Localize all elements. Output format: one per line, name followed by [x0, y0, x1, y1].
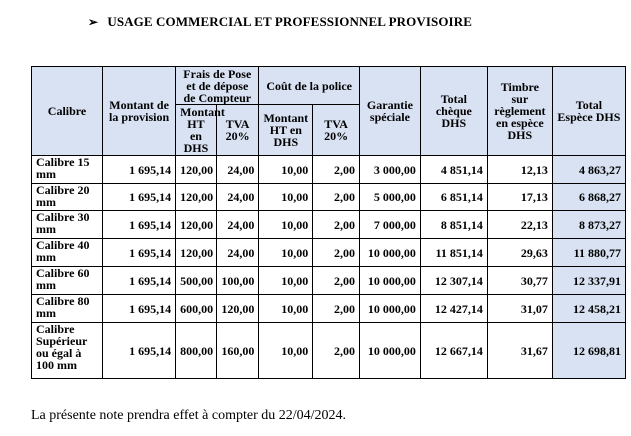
calibre-cell: Calibre 30 mm [32, 211, 103, 239]
table-row [32, 323, 626, 379]
tariff-table [31, 66, 626, 379]
police-ht-cell: 10,00 [259, 295, 313, 323]
frais-ht-cell: 120,00 [176, 239, 217, 267]
provision-cell: 1 695,14 [103, 211, 176, 239]
garantie-cell: 10 000,00 [359, 295, 420, 323]
frais-ht-cell: 800,00 [176, 323, 217, 379]
header-calibre: Calibre [32, 67, 103, 156]
header-frais-pose: Frais de Pose et de dépose de Compteur [176, 67, 259, 105]
section-title: USAGE COMMERCIAL ET PROFESSIONNEL PROVISOIRE [107, 14, 472, 29]
header-total-cheque: Total chèque DHS [420, 67, 487, 156]
police-ht-cell: 10,00 [259, 184, 313, 211]
total-espece-cell: 6 868,27 [552, 184, 625, 211]
timbre-cell: 31,67 [487, 323, 552, 379]
police-tva-cell: 2,00 [313, 156, 360, 184]
provision-cell: 1 695,14 [103, 156, 176, 184]
garantie-cell: 5 000,00 [359, 184, 420, 211]
calibre-cell: Calibre 60 mm [32, 267, 103, 295]
timbre-cell: 17,13 [487, 184, 552, 211]
total-espece-cell: 12 337,91 [552, 267, 625, 295]
garantie-cell: 10 000,00 [359, 267, 420, 295]
total-espece-cell: 8 873,27 [552, 211, 625, 239]
calibre-cell: Calibre 80 mm [32, 295, 103, 323]
police-tva-cell: 2,00 [313, 295, 360, 323]
police-ht-cell: 10,00 [259, 267, 313, 295]
header-total-espece: Total Espèce DHS [552, 67, 625, 156]
frais-tva-cell: 24,00 [216, 156, 259, 184]
table-row [32, 211, 626, 239]
police-tva-cell: 2,00 [313, 267, 360, 295]
timbre-cell: 30,77 [487, 267, 552, 295]
frais-tva-cell: 24,00 [216, 211, 259, 239]
table-row [32, 239, 626, 267]
police-ht-cell: 10,00 [259, 156, 313, 184]
frais-ht-cell: 120,00 [176, 184, 217, 211]
timbre-cell: 31,07 [487, 295, 552, 323]
header-frais-tva: TVA 20% [216, 105, 259, 156]
section-heading [88, 14, 472, 30]
effective-date-note: La présente note prendra effet à compter du 22/04/2024. [31, 408, 347, 423]
garantie-cell: 3 000,00 [359, 156, 420, 184]
header-police-tva: TVA 20% [313, 105, 360, 156]
police-ht-cell: 10,00 [259, 323, 313, 379]
frais-tva-cell: 160,00 [216, 323, 259, 379]
garantie-cell: 10 000,00 [359, 239, 420, 267]
frais-tva-cell: 24,00 [216, 184, 259, 211]
calibre-cell: Calibre 15 mm [32, 156, 103, 184]
total-cheque-cell: 8 851,14 [420, 211, 487, 239]
header-police-montant-ht: Montant HT en DHS [259, 105, 313, 156]
garantie-cell: 7 000,00 [359, 211, 420, 239]
police-tva-cell: 2,00 [313, 323, 360, 379]
header-montant-provision: Montant de la provision [103, 67, 176, 156]
calibre-cell: Calibre 40 mm [32, 239, 103, 267]
table-row [32, 156, 626, 184]
timbre-cell: 29,63 [487, 239, 552, 267]
total-cheque-cell: 12 307,14 [420, 267, 487, 295]
provision-cell: 1 695,14 [103, 295, 176, 323]
arrow-bullet-icon: ➢ [88, 15, 99, 29]
police-ht-cell: 10,00 [259, 239, 313, 267]
total-cheque-cell: 4 851,14 [420, 156, 487, 184]
police-tva-cell: 2,00 [313, 239, 360, 267]
calibre-cell: Calibre Supérieur ou égal à 100 mm [32, 323, 103, 379]
police-ht-cell: 10,00 [259, 211, 313, 239]
provision-cell: 1 695,14 [103, 239, 176, 267]
frais-ht-cell: 120,00 [176, 156, 217, 184]
provision-cell: 1 695,14 [103, 184, 176, 211]
total-espece-cell: 12 698,81 [552, 323, 625, 379]
police-tva-cell: 2,00 [313, 211, 360, 239]
header-frais-montant-ht: Montant HT en DHS [176, 105, 217, 156]
total-cheque-cell: 12 427,14 [420, 295, 487, 323]
total-espece-cell: 12 458,21 [552, 295, 625, 323]
total-cheque-cell: 6 851,14 [420, 184, 487, 211]
provision-cell: 1 695,14 [103, 323, 176, 379]
header-timbre: Timbre sur règlement en espèce DHS [487, 67, 552, 156]
total-espece-cell: 11 880,77 [552, 239, 625, 267]
timbre-cell: 22,13 [487, 211, 552, 239]
frais-tva-cell: 100,00 [216, 267, 259, 295]
header-garantie: Garantie spéciale [359, 67, 420, 156]
table-row [32, 267, 626, 295]
total-espece-cell: 4 863,27 [552, 156, 625, 184]
timbre-cell: 12,13 [487, 156, 552, 184]
frais-tva-cell: 120,00 [216, 295, 259, 323]
garantie-cell: 10 000,00 [359, 323, 420, 379]
frais-ht-cell: 600,00 [176, 295, 217, 323]
header-cout-police: Coût de la police [259, 67, 360, 105]
total-cheque-cell: 12 667,14 [420, 323, 487, 379]
police-tva-cell: 2,00 [313, 184, 360, 211]
provision-cell: 1 695,14 [103, 267, 176, 295]
frais-ht-cell: 500,00 [176, 267, 217, 295]
table-row [32, 295, 626, 323]
table-row [32, 184, 626, 211]
total-cheque-cell: 11 851,14 [420, 239, 487, 267]
calibre-cell: Calibre 20 mm [32, 184, 103, 211]
frais-ht-cell: 120,00 [176, 211, 217, 239]
frais-tva-cell: 24,00 [216, 239, 259, 267]
